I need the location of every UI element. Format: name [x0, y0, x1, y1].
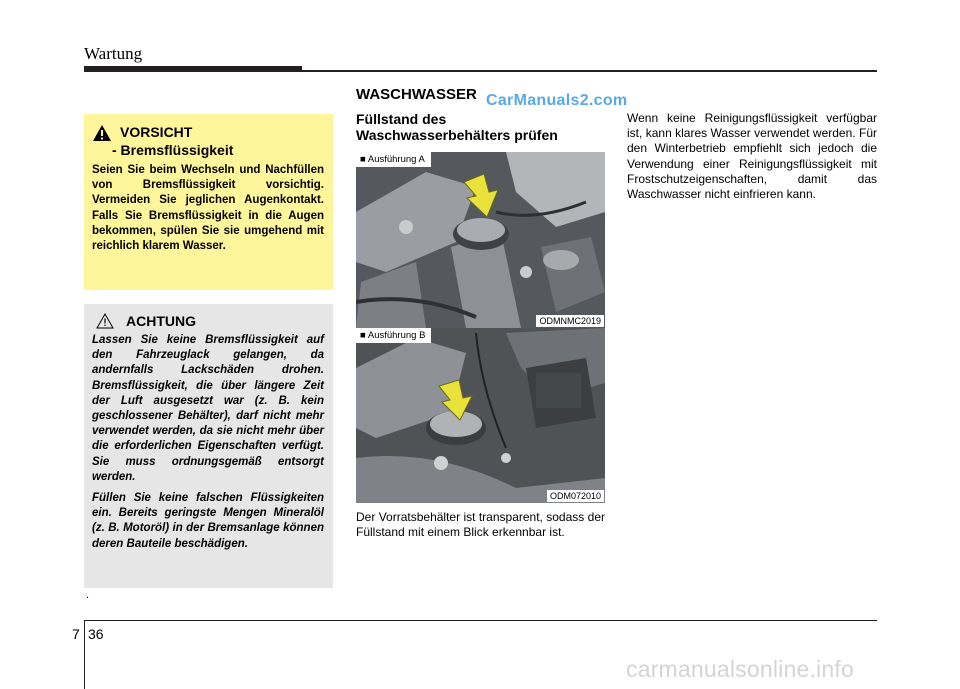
column2-body: Der Vorratsbehälter ist transparent, sodass der Füllstand mit einem Blick erkennbar ist.: [356, 510, 605, 539]
photo-a-label: ■ Ausführung A: [356, 152, 431, 167]
header-rule-thin: [302, 70, 877, 72]
subsection-heading: [356, 111, 558, 143]
engine-bay-illustration-b: [356, 328, 605, 503]
column3-body: Wenn keine Reinigungsflüssigkeit verfügbar ist, kann klares Wasser verwendet werden. Für den Winterbetrieb empfiehlt sich jedoch die Verwendung einer Reinigungsflüssigkeit mit Frostschutzeigenschaften, damit das Waschwasser nicht einfrieren kann.: [627, 111, 877, 202]
footer-rule: [84, 620, 877, 621]
watermark-top[interactable]: CarManuals2.com: [486, 92, 628, 109]
photo-a-code: ODMNMC2019: [536, 315, 604, 327]
notice-paragraph-1: Lassen Sie keine Bremsflüssigkeit auf den Fahrzeuglack gelangen, da andernfalls Lackschäden drohen. Bremsflüssigkeit, die über längere Zeit der Luft ausgesetzt war (z. B. kein geschlossener Behälter), darf nicht mehr verwendet werden, da sie nicht mehr über die erforderlichen Eigenschaften verfügt. Sie muss ordnungsgemäß entsorgt werden.: [92, 334, 324, 483]
stray-mark: .: [86, 589, 90, 601]
notice-paragraph-2: Füllen Sie keine falschen Flüssigkeiten ein. Bereits geringste Mengen Mineralöl (z. B. Motoröl) in der Bremsanlage können deren Bauteile beschädigen.: [92, 492, 324, 550]
caution-text: Seien Sie beim Wechseln und Nachfüllen von Bremsflüssigkeit vorsichtig. Vermeiden Sie jeglichen Augenkontakt. Falls Sie Bremsflüssigkeit in die Augen bekommen, spülen Sie sie umgehend mit reichlich klarem Wasser.: [92, 164, 324, 253]
subsection-heading-line-1: Füllstand des: [356, 111, 447, 127]
header-title: Wartung: [84, 44, 143, 63]
caution-title: VORSICHT: [120, 124, 193, 140]
notice-title: ACHTUNG: [126, 313, 196, 329]
photo-b-code: ODM072010: [547, 490, 604, 502]
caution-header: [92, 124, 324, 142]
footer-divider: [84, 621, 85, 689]
notice-box: [84, 304, 333, 588]
photo-variant-b: [356, 328, 605, 503]
notice-triangle-icon: [96, 313, 114, 329]
header-rule-thick: [84, 66, 302, 72]
page-chapter: 7: [72, 626, 80, 642]
caution-box: [84, 114, 333, 290]
watermark-bottom[interactable]: carmanualsonline.info: [626, 656, 854, 682]
section-heading: WASCHWASSER: [356, 86, 477, 103]
photo-variant-a: [356, 152, 605, 328]
photo-b-label: ■ Ausführung B: [356, 328, 431, 343]
engine-bay-illustration-a: [356, 152, 605, 328]
notice-header: [92, 313, 324, 329]
page-number: 36: [88, 626, 104, 642]
subsection-heading-line-2: Waschwasserbehälters prüfen: [356, 127, 558, 143]
warning-triangle-icon: [92, 124, 112, 142]
caution-subtitle: - Bremsflüssigkeit: [112, 142, 234, 158]
